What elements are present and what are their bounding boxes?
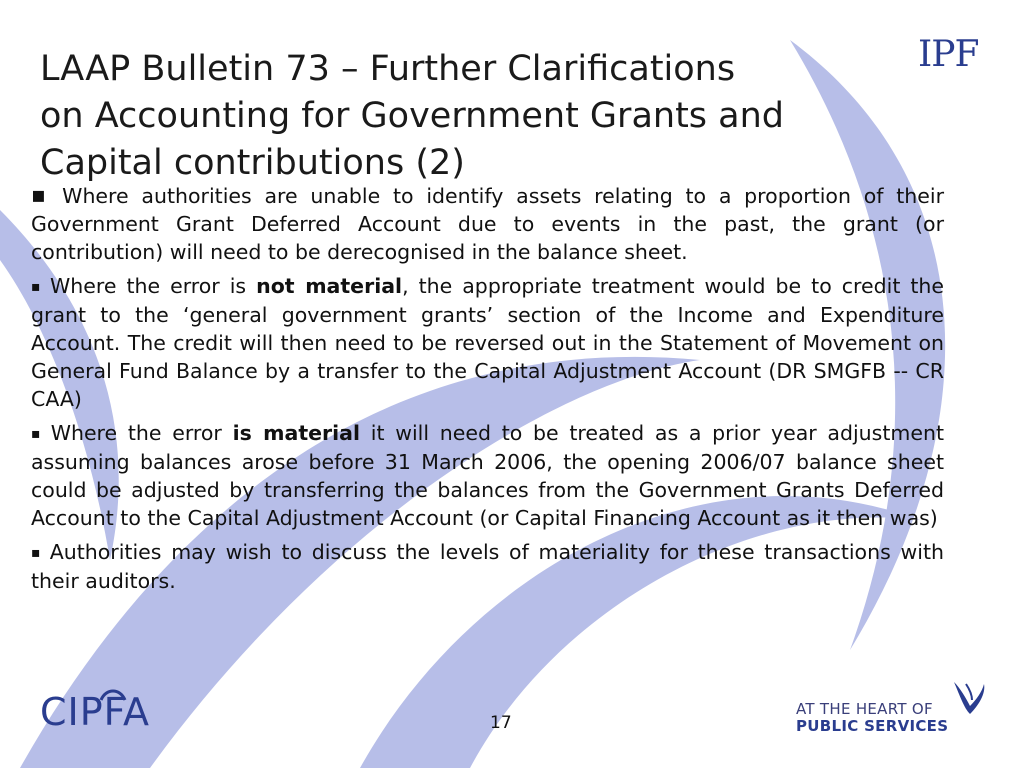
bullet-text-post: , the appropriate treatment would be to credit the grant to the ‘general government grants’ section of the Income and Expenditure Account. The credit will then need to be reversed out in the Statement of Movement on General Fund Balance by a transfer to the Capital Adjustment Account (DR SMGFB -- CR CAA) bbox=[31, 274, 944, 411]
slide-title bbox=[40, 46, 920, 187]
bullet-item-4 bbox=[31, 538, 944, 595]
bullet-item-3 bbox=[31, 419, 944, 532]
bullet-square-icon: ▪ bbox=[31, 183, 53, 208]
page-number: 17 bbox=[490, 713, 512, 733]
bullet-square-icon: ▪ bbox=[31, 545, 44, 561]
tagline bbox=[796, 701, 948, 735]
tagline-line-2: PUBLIC SERVICES bbox=[796, 717, 949, 735]
title-line-1: LAAP Bulletin 73 – Further Clarifications bbox=[40, 49, 736, 89]
bullet-square-icon: ▪ bbox=[31, 279, 44, 295]
bullet-text: Where authorities are unable to identify assets relating to a proportion of their Government Grant Deferred Account due to events in the past, the grant (or contribution) will need to be derecognised in the balance sheet. bbox=[31, 184, 944, 264]
bullet-emphasis: is material bbox=[232, 421, 361, 445]
bullet-item-2 bbox=[31, 272, 944, 413]
bullet-text-post: it will need to be treated as a prior year adjustment assuming balances arose before 31 March 2006, the opening 2006/07 balance sheet could be adjusted by transferring the balances from the Government Grants Deferred Account to the Capital Adjustment Account (or Capital Financing Account as it then was) bbox=[31, 421, 944, 530]
slide-body bbox=[31, 182, 944, 601]
bullet-square-icon: ▪ bbox=[31, 426, 45, 442]
bullet-emphasis: not material bbox=[256, 274, 403, 298]
title-line-3: Capital contributions (2) bbox=[40, 143, 465, 183]
cipfa-wordmark: CIPFA bbox=[40, 690, 151, 734]
bullet-text: Authorities may wish to discuss the levels of materiality for these transactions with their auditors. bbox=[31, 540, 944, 593]
ipf-logo: IPF bbox=[918, 34, 979, 75]
bullet-item-1 bbox=[31, 182, 944, 266]
bullet-text-pre: Where the error bbox=[50, 421, 233, 445]
bullet-text-pre: Where the error is bbox=[49, 274, 257, 298]
heart-swirl-icon bbox=[948, 678, 990, 718]
cipfa-logo bbox=[40, 686, 172, 736]
title-line-2: on Accounting for Government Grants and bbox=[40, 96, 785, 136]
tagline-line-1: AT THE HEART OF bbox=[796, 700, 933, 718]
